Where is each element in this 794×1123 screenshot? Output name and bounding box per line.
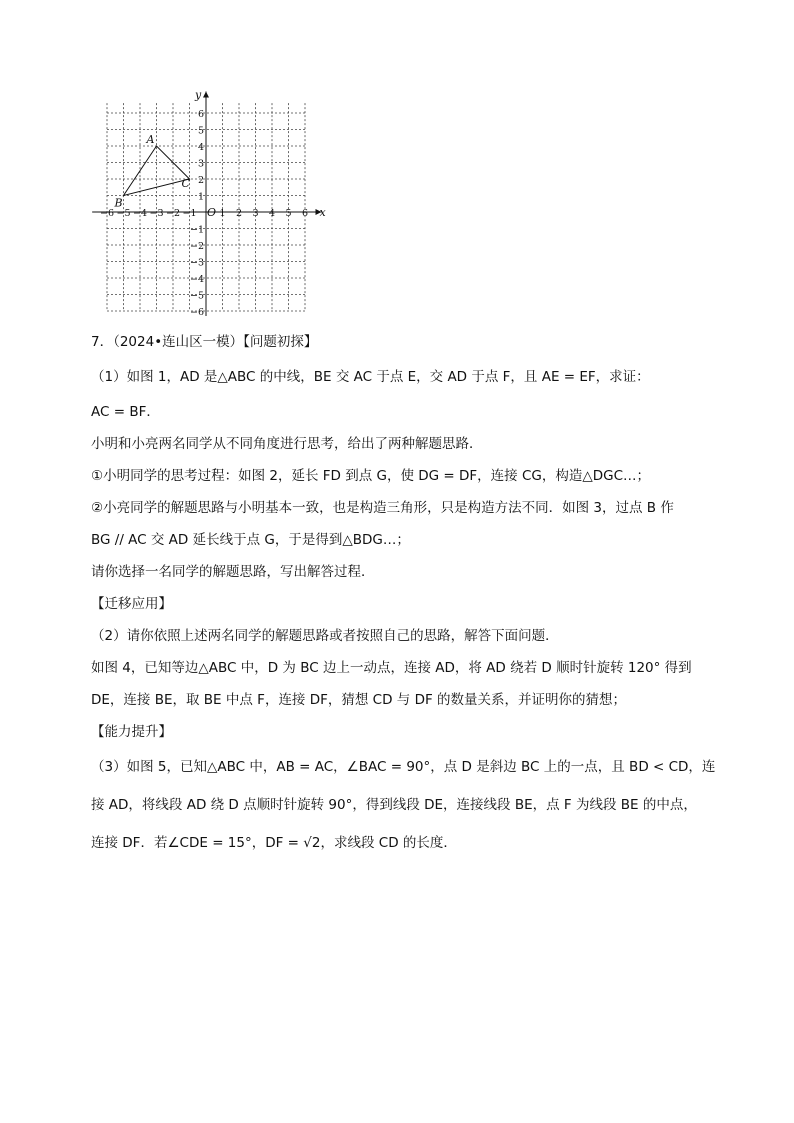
part3-line3: 连接 DF．若∠CDE = 15°，DF = √2，求线段 CD 的长度． <box>91 835 457 851</box>
y-axis-arrow <box>203 92 209 98</box>
y-tick-label: 3 <box>197 158 204 170</box>
y-tick-label: 1 <box>197 191 204 203</box>
part1-line1: （1）如图 1，AD 是△ABC 的中线，BE 交 AC 于点 E，交 AD 于点 F，且 AE = EF，求证： <box>91 369 650 385</box>
x-tick-label: 5 <box>285 208 292 219</box>
part3-line1: （3）如图 5，已知△ABC 中，AB = AC，∠BAC = 90°，点 D 是斜边 BC 上的一点，且 BD < CD，连 <box>91 759 716 775</box>
x-tick-label: −4 <box>132 208 148 219</box>
y-axis-label: y <box>195 88 202 102</box>
y-tick-label: 4 <box>197 142 204 153</box>
idea2-line1: ②小亮同学的解题思路与小明基本一致，也是构造三角形，只是构造方法不同．如图 3，过点 B 作 <box>91 500 674 516</box>
part2-intro: （2）请你依照上述两名同学的解题思路或者按照自己的思路，解答下面问题． <box>91 628 559 644</box>
y-tick-label: −1 <box>189 224 204 236</box>
vertex-label-b: B <box>114 196 123 210</box>
section-transfer-heading: 【迁移应用】 <box>91 596 172 612</box>
section-ability-heading: 【能力提升】 <box>91 724 172 740</box>
y-tick-label: −5 <box>189 290 204 302</box>
origin-label: O <box>207 206 217 219</box>
x-tick-label: −5 <box>116 208 131 219</box>
x-axis-label: x <box>319 206 326 219</box>
intro-line: 小明和小亮两名同学从不同角度进行思考，给出了两种解题思路． <box>91 436 483 452</box>
x-tick-label: −2 <box>165 208 181 219</box>
idea1-line: ①小明同学的思考过程：如图 2，延长 FD 到点 G，使 DG = DF，连接 CG，构造△DGC…； <box>91 468 651 484</box>
x-tick-label: 2 <box>235 208 243 219</box>
idea2-line2: BG // AC 交 AD 延长线于点 G，于是得到△BDG…； <box>91 532 410 548</box>
y-tick-label: −4 <box>189 274 204 285</box>
x-tick-label: 4 <box>268 208 276 219</box>
problem-header: 7．（2024•连山区一模）【问题初探】 <box>91 334 318 350</box>
y-tick-label: 5 <box>197 125 204 137</box>
part2-line1: 如图 4，已知等边△ABC 中，D 为 BC 边上一动点，连接 AD，将 AD 绕若 D 顺时针旋转 120° 得到 <box>91 660 692 676</box>
vertex-label-a: A <box>146 133 155 146</box>
y-tick-label: 6 <box>197 109 204 120</box>
y-tick-label: −2 <box>189 241 204 252</box>
problem-text <box>91 326 716 862</box>
x-tick-label: 1 <box>219 208 226 219</box>
y-tick-label: 2 <box>197 175 204 186</box>
part3-line2: 接 AD，将线段 AD 绕 D 点顺时针旋转 90°，得到线段 DE，连接线段 BE，点 F 为线段 BE 的中点， <box>91 797 697 813</box>
vertex-label-c: C <box>181 177 190 190</box>
x-tick-label: −6 <box>99 208 115 219</box>
coordinate-grid-figure <box>86 78 336 320</box>
x-tick-label: 3 <box>252 208 259 219</box>
coordinate-grid-svg <box>86 78 336 320</box>
part2-line2: DE，连接 BE，取 BE 中点 F，连接 DF，猜想 CD 与 DF 的数量关系，并证明你的猜想； <box>91 692 627 708</box>
x-tick-label: −3 <box>149 208 164 219</box>
choose-line: 请你选择一名同学的解题思路，写出解答过程． <box>91 564 375 580</box>
y-tick-label: −6 <box>189 307 204 318</box>
y-tick-label: −3 <box>189 257 204 269</box>
x-tick-label: 6 <box>301 208 309 219</box>
x-tick-label: −1 <box>182 208 197 219</box>
part1-line2: AC = BF． <box>91 404 160 420</box>
